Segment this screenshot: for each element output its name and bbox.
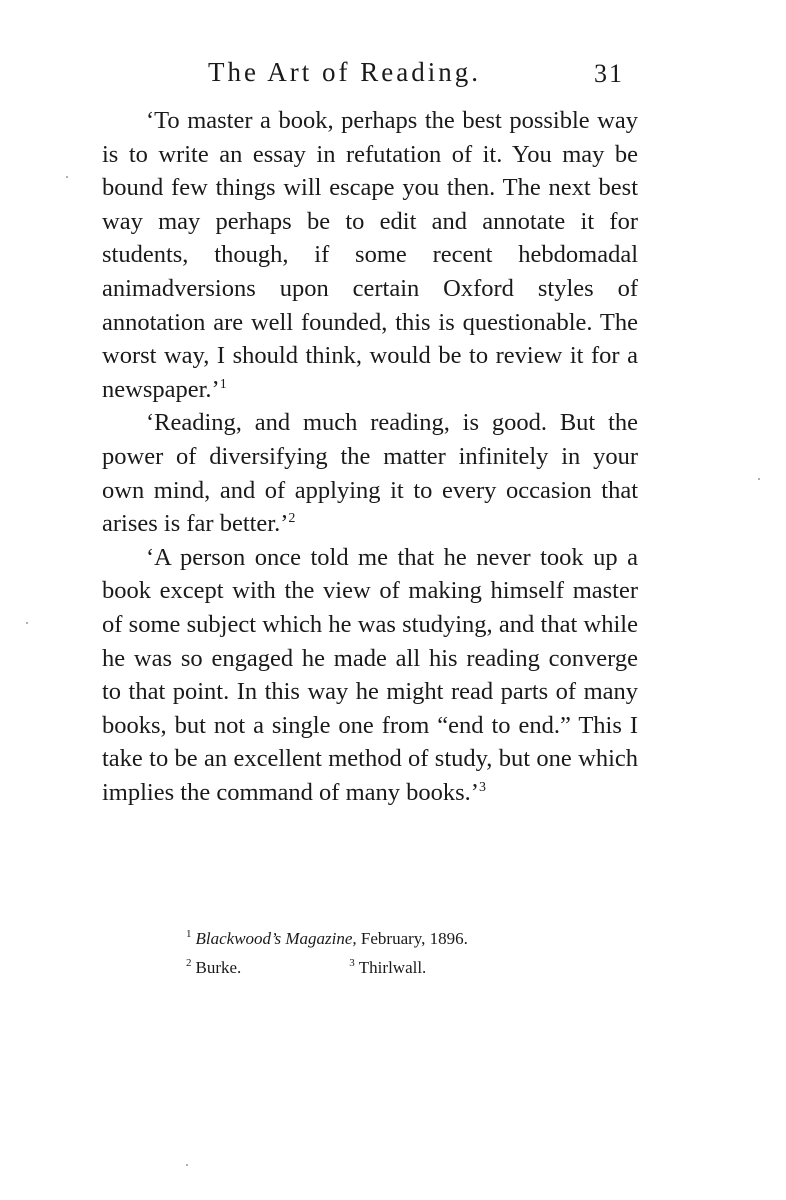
paragraph-person-once-told <box>102 541 638 810</box>
body-text <box>102 104 638 809</box>
footnote-mark: 1 <box>186 928 192 941</box>
paragraph-master-a-book <box>102 104 638 406</box>
footnote-source-title: Blackwood’s Magazine, <box>195 929 357 948</box>
paragraph-text: ‘To master a book, perhaps the best possible way is to write an essay in refutation of it. You may be bound few things will escape you then. The next best way may perhaps be to edit and annotate it for students, though, if some recent hebdomadal animadversions upon certain Oxford styles of annotation are well founded, this is questionable. The worst way, I should think, would be to review it for a newspaper.’ <box>102 107 638 403</box>
footnote-line-2-3 <box>186 953 606 982</box>
page-number: 31 <box>594 59 624 88</box>
footnote-text: Burke. <box>195 958 242 977</box>
footnotes <box>186 924 606 982</box>
footnote-text: February, 1896. <box>356 929 468 948</box>
paragraph-reading <box>102 406 638 540</box>
footnote-reference: 2 <box>288 510 296 526</box>
footnote-mark: 2 <box>186 957 192 970</box>
paper-speck <box>186 1164 188 1166</box>
paper-speck <box>66 176 68 178</box>
footnote-text: Thirlwall. <box>358 958 427 977</box>
footnote-line-1 <box>186 924 606 953</box>
footnote-reference: 3 <box>478 779 486 795</box>
footnote-reference: 1 <box>219 376 227 392</box>
paper-speck <box>26 622 28 624</box>
paragraph-text: ‘A person once told me that he never took up a book except with the view of making himself master of some subject which he was studying, and that while he was so engaged he made all his reading converge to that point. In this way he might read parts of many books, but not a single one from “end to end.” This I take to be an excellent method of study, but one which implies the command of many books.’ <box>102 543 638 806</box>
paper-speck <box>758 478 760 480</box>
footnote-mark: 3 <box>349 957 355 970</box>
paragraph-text: ‘Reading, and much reading, is good. But the power of diversifying the matter infinitely in your own mind, and of applying it to every occasion that arises is far better.’ <box>102 409 638 538</box>
running-title: The Art of Reading. <box>208 57 481 87</box>
running-head <box>0 52 786 92</box>
